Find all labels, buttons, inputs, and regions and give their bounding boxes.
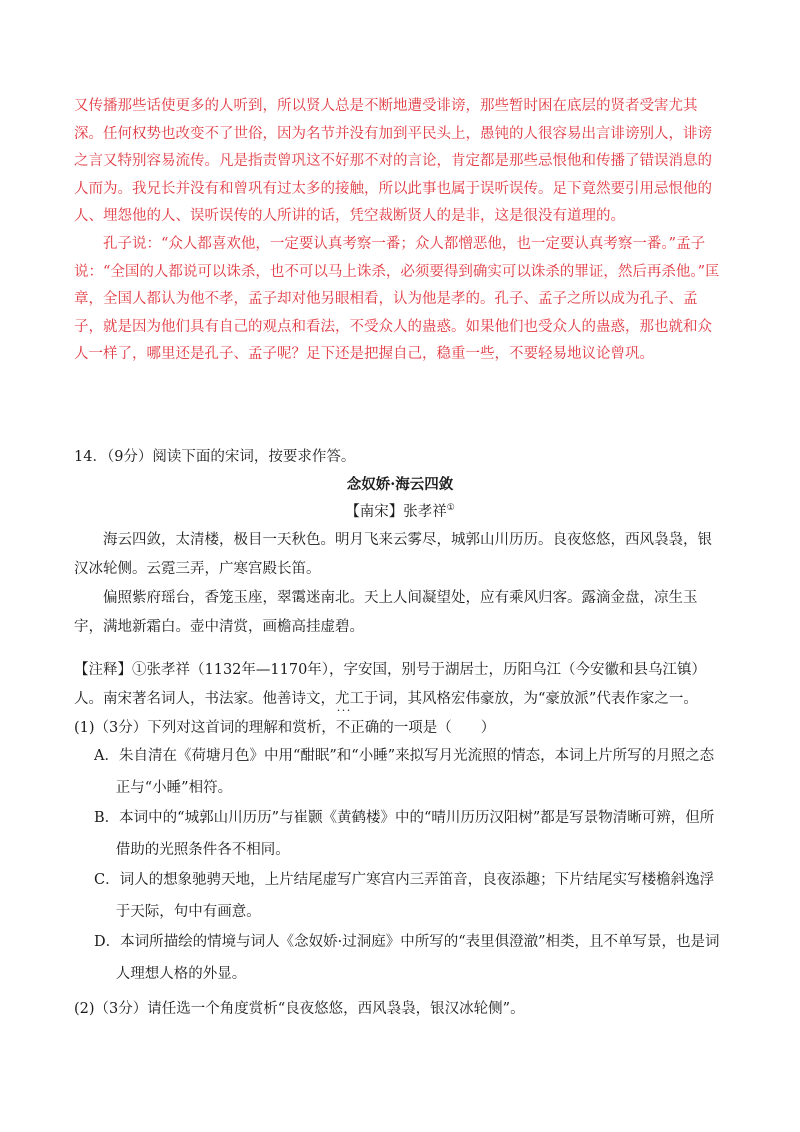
option-c-text: C．词人的想象驰骋天地，上片结尾虚写广寒宫内三弄笛音，良夜添趣；下片结尾实写楼檐斜逸浮于天际，句中有画意。: [94, 872, 715, 920]
option-d-text: D．本词所描绘的情境与词人《念奴娇·过洞庭》中所写的“表里俱澄澈”相类，且不单写景，也是词人理想人格的外显。: [94, 934, 720, 982]
poem-author-name: 【南宋】张孝祥: [345, 504, 447, 520]
poem-stanza-1: 海云四敛，太清楼，极目一天秋色。明月飞来云雾尽，城郭山川历历。良夜悠悠，西风袅袅，银汉冰轮侧。云霓三弄，广寒宫殿长笛。: [74, 532, 712, 577]
poem-annotation: [74, 656, 724, 714]
explanation-paragraph-1: 又传播那些话使更多的人听到，所以贤人总是不断地遭受诽谤，那些暂时困在底层的贤者受害尤其深。任何权势也改变不了世俗，因为名节并没有加到平民头上，愚钝的人很容易出言诽谤别人，诽谤之言又特别容易流传。凡是指责曾巩这不好那不对的言论，肯定都是那些忌恨他和传播了错误消息的人而为。我兄长并没有和曾巩有过太多的接触，所以此事也属于误听误传。足下竟然要引用忌恨他的人、埋怨他的人、误听误传的人所讲的话，凭空裁断贤人的是非，这是很没有道理的。: [74, 98, 712, 225]
option-c[interactable]: [94, 865, 724, 928]
sub-question-2: (2)（3分）请任选一个角度赏析“良夜悠悠，西风袅袅，银汉冰轮侧”。: [74, 1001, 525, 1017]
poem-body: [74, 526, 724, 642]
option-a[interactable]: [94, 741, 724, 804]
option-b-text: B．本词中的“城郭山川历历”与崔颢《黄鹤楼》中的“晴川历历汉阳树”都是写景物清晰可辨，但所借助的光照条件各不相同。: [94, 810, 715, 858]
poem-author: [0, 500, 800, 521]
option-b[interactable]: [94, 803, 724, 866]
option-a-text: A．朱自清在《荷塘月色》中用“酣眠”和“小睡”来拟写月光流照的情态，本词上片所写的月照之态正与“小睡”相符。: [94, 748, 715, 796]
sub-question-1: [74, 716, 495, 737]
footnote-mark: ①: [446, 503, 455, 514]
sub-question-1-prefix: (1)（3分）下列对这首词的理解和赏析，: [74, 720, 336, 736]
poem-stanza-2: 偏照紫府瑶台，香笼玉座，翠霭迷南北。天上人间凝望处，应有乘风归客。露滴金盘，凉生玉宇，满地新霜白。壶中清赏，画檐高挂虚碧。: [74, 590, 698, 635]
emphasis-text: · · · 不正确: [336, 716, 380, 737]
annotation-text: 【注释】①张孝祥（1132年—1170年），字安国，别号于湖居士，历阳乌江（今安徽和县乌江镇）人。南宋著名词人，书法家。他善诗文，尤工于词，其风格宏伟豪放，为“豪放派”代表作家之一。: [74, 662, 707, 707]
option-d[interactable]: [94, 927, 724, 990]
explanation-passage: [74, 93, 724, 369]
poem-title: 念奴娇·海云四敛: [346, 476, 454, 493]
sub-question-1-suffix: 的一项是（ ）: [379, 720, 496, 736]
explanation-paragraph-2: 孔子说：“众人都喜欢他，一定要认真考察一番；众人都憎恶他，也一定要认真考察一番。”孟子说：“全国的人都说可以诛杀，也不可以马上诛杀，必须要得到确实可以诛杀的罪证，然后再杀他。”匡章，全国人都认为他不孝，孟子却对他另眼相看，认为他是孝的。孔子、孟子之所以成为孔子、孟子，就是因为他们具有自己的观点和看法，不受众人的蛊惑。如果他们也受众人的蛊惑，那也就和众人一样了，哪里还是孔子、孟子呢？足下还是把握自己，稳重一些，不要轻易地议论曾巩。: [74, 235, 720, 363]
question-14-header: 14．（9分）阅读下面的宋词，按要求作答。: [74, 449, 356, 465]
